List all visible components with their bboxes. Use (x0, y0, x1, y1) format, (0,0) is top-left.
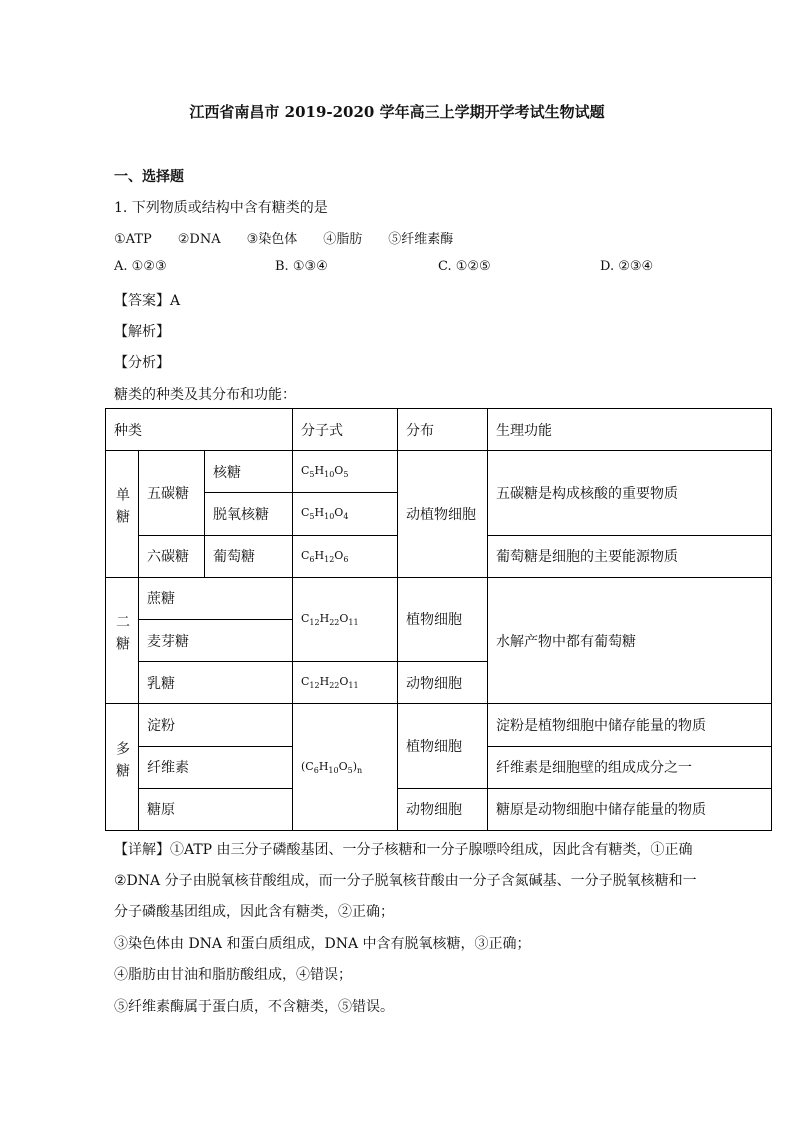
glucose-label: 葡萄糖 (205, 535, 293, 577)
starch-label: 淀粉 (139, 704, 293, 746)
option-d: D. ②③④ (600, 259, 654, 274)
glucose-function: 葡萄糖是细胞的主要能源物质 (488, 535, 772, 577)
poly-formula: $(C_6H_{10}O_5)_n$ (293, 704, 398, 831)
detail-line: ⑤纤维素酶属于蛋白质，不含糖类，⑤错误。 (114, 999, 394, 1015)
hexose-label: 六碳糖 (139, 535, 205, 577)
cellulose-label: 纤维素 (139, 746, 293, 788)
deoxyribose-formula: $C_5H_{10}O_4$ (293, 493, 398, 535)
ribose-label: 核糖 (205, 451, 293, 493)
maltose-label: 麦芽糖 (139, 619, 293, 661)
mono-label: 单糖 (106, 451, 139, 578)
answer-line: 【答案】A (114, 293, 181, 309)
ribose-formula: $C_5H_{10}O_5$ (293, 451, 398, 493)
starch-function: 淀粉是植物细胞中储存能量的物质 (488, 704, 772, 746)
glycogen-label: 糖原 (139, 788, 293, 830)
di-function: 水解产物中都有葡萄糖 (488, 577, 772, 704)
pentose-function: 五碳糖是构成核酸的重要物质 (488, 451, 772, 535)
table-intro: 糖类的种类及其分布和功能： (114, 387, 296, 403)
poly-label: 多糖 (106, 704, 139, 831)
detail-line: 【详解】①ATP 由三分子磷酸基团、一分子核糖和一分子腺嘌呤组成，因此含有糖类，①正确 (114, 842, 693, 858)
table-row (106, 788, 772, 830)
di-formula: $C_{12}H_{22}O_{11}$ (293, 577, 398, 661)
glycogen-function: 糖原是动物细胞中储存能量的物质 (488, 788, 772, 830)
detail-line: ②DNA 分子由脱氧核苷酸组成，而一分子脱氧核苷酸由一分子含氮碱基、一分子脱氧核糖和一 (114, 873, 697, 889)
sucrose-label: 蔗糖 (139, 577, 293, 619)
cellulose-function: 纤维素是细胞壁的组成成分之一 (488, 746, 772, 788)
di-distribution: 植物细胞 (398, 577, 488, 661)
poly-distribution-animal: 动物细胞 (398, 788, 488, 830)
header-distribution: 分布 (398, 409, 488, 451)
option-a: A. ①②③ (114, 259, 167, 274)
deoxyribose-label: 脱氧核糖 (205, 493, 293, 535)
analysis-heading: 【解析】 (114, 324, 170, 340)
detail-line: ④脂肪由甘油和脂肪酸组成，④错误； (114, 967, 352, 983)
di-label: 二糖 (106, 577, 139, 704)
detail-line: ③染色体由 DNA 和蛋白质组成，DNA 中含有脱氧核糖，③正确； (114, 936, 531, 952)
table-row (106, 451, 772, 493)
lactose-formula: $C_{12}H_{22}O_{11}$ (293, 662, 398, 704)
analysis-subheading: 【分析】 (114, 355, 170, 371)
table-header-row (106, 409, 772, 451)
lactose-distribution: 动物细胞 (398, 662, 488, 704)
glucose-formula: $C_6H_{12}O_6$ (293, 535, 398, 577)
table-row (106, 577, 772, 619)
poly-distribution-plant: 植物细胞 (398, 704, 488, 788)
section-heading: 一、选择题 (114, 169, 184, 185)
header-kind: 种类 (106, 409, 293, 451)
sugar-table (105, 408, 772, 831)
header-function: 生理功能 (488, 409, 772, 451)
question-stem: 1. 下列物质或结构中含有糖类的是 (114, 200, 328, 216)
table-row (106, 704, 772, 746)
header-formula: 分子式 (293, 409, 398, 451)
question-items: ①ATP ②DNA ③染色体 ④脂肪 ⑤纤维素酶 (114, 232, 454, 247)
pentose-label: 五碳糖 (139, 451, 205, 535)
document-title: 江西省南昌市 2019-2020 学年高三上学期开学考试生物试题 (189, 103, 605, 121)
detail-line: 分子磷酸基团组成，因此含有糖类，②正确； (114, 904, 394, 920)
option-c: C. ①②⑤ (438, 259, 491, 274)
option-b: B. ①③④ (275, 259, 328, 274)
lactose-label: 乳糖 (139, 662, 293, 704)
mono-distribution: 动植物细胞 (398, 451, 488, 578)
